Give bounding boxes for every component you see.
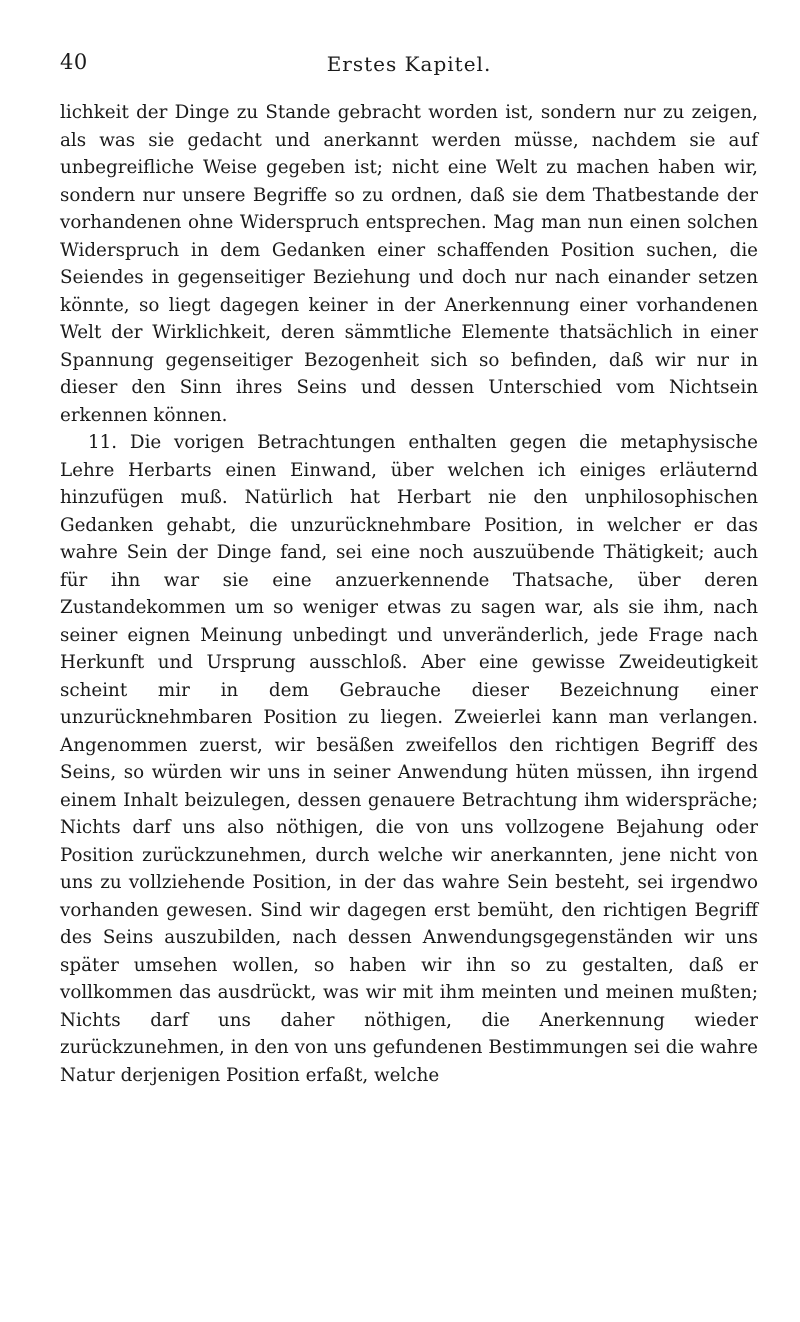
running-head [60, 50, 758, 80]
paragraph [60, 429, 758, 1089]
paragraph-text: Die vorigen Betrachtungen enthalten gegen die metaphysische Lehre Herbarts einen Einwand, über welchen ich einiges erläuternd hinzufügen muß. Natürlich hat Herbart nie den unphilosophischen Gedanken gehabt, die unzurücknehmbare Position, in welcher er das wahre Sein der Dinge fand, sei eine noch auszuübende Thätigkeit; auch für ihn war sie eine anzuerkennende Thatsache, über deren Zustandekommen um so weniger etwas zu sagen war, als sie ihm, nach seiner eignen Meinung unbedingt und unveränderlich, jede Frage nach Herkunft und Ursprung ausschloß. Aber eine gewisse Zweideutigkeit scheint mir in dem Gebrauche dieser Bezeichnung einer unzurücknehmbaren Position zu liegen. Zweierlei kann man verlangen. Angenommen zuerst, wir besäßen zweifellos den richtigen Begriff des Seins, so würden wir uns in seiner Anwendung hüten müssen, ihn irgend einem Inhalt beizulegen, dessen genauere Betrachtung ihm widerspräche; Nichts darf uns also nöthigen, die von uns vollzogene Bejahung oder Position zurückzunehmen, durch welche wir anerkannten, jene nicht von uns zu vollziehende Position, in der das wahre Sein besteht, sei irgendwo vorhanden gewesen. Sind wir dagegen erst bemüht, den richtigen Begriff des Seins auszubilden, nach dessen Anwendungsgegenständen wir uns später umsehen wollen, so haben wir ihn so zu gestalten, daß er vollkommen das ausdrückt, was wir mit ihm meinten und meinen mußten; Nichts darf uns daher nöthigen, die Anerkennung wieder zurückzunehmen, in den von uns gefundenen Bestimmungen sei die wahre Natur derjenigen Position erfaßt, welche [60, 432, 759, 1086]
paragraph [60, 99, 758, 429]
page-number: 40 [60, 50, 88, 74]
para-number: 11. [88, 432, 118, 453]
body-text [60, 99, 758, 1089]
chapter-title: Erstes Kapitel. [326, 52, 492, 76]
paragraph-text: lichkeit der Dinge zu Stande gebracht worden ist, sondern nur zu zeigen, als was sie gedacht und anerkannt werden müsse, nachdem sie auf unbegreifliche Weise gegeben ist; nicht eine Welt zu machen haben wir, sondern nur unsere Begriffe so zu ordnen, daß sie dem Thatbestande der vorhandenen ohne Widerspruch entsprechen. Mag man nun einen solchen Widerspruch in dem Gedanken einer schaffenden Position suchen, die Seiendes in gegenseitiger Beziehung und doch nur nach einander setzen könnte, so liegt dagegen keiner in der Anerkennung einer vorhandenen Welt der Wirklichkeit, deren sämmtliche Elemente thatsächlich in einer Spannung gegenseitiger Bezogenheit sich so befinden, daß wir nur in dieser den Sinn ihres Seins und dessen Unterschied vom Nichtsein erkennen können. [60, 102, 758, 426]
